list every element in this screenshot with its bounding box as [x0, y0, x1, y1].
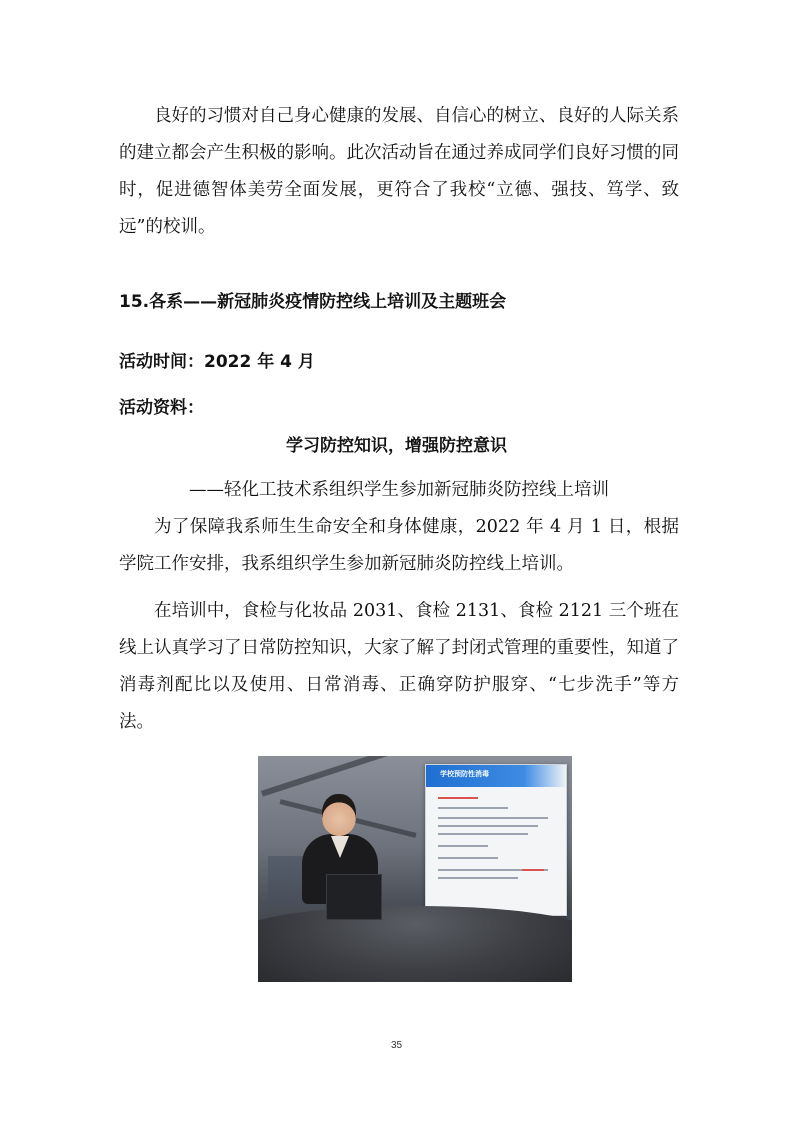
slide-text-line: [522, 869, 544, 871]
slide-text-line: [438, 797, 478, 799]
studio-desk: [258, 906, 572, 982]
slide-text-line: [438, 857, 498, 859]
activity-material-label: 活动资料：: [119, 398, 204, 418]
article-paragraph-1: 为了保障我系师生生命安全和身体健康，2022 年 4 月 1 日，根据学院工作安排，我系组织学生参加新冠肺炎防控线上培训。: [119, 517, 679, 574]
slide-text-line: [438, 877, 518, 879]
article-title: 学习防控知识，增强防控意识: [286, 436, 507, 456]
laptop: [326, 874, 382, 920]
presentation-slide: [425, 764, 567, 916]
slide-text-line: [438, 833, 528, 835]
presenter-head: [322, 794, 356, 836]
page-number: 35: [390, 1040, 403, 1051]
slide-text-line: [438, 817, 548, 819]
article-subtitle: ——轻化工技术系组织学生参加新冠肺炎防控线上培训: [189, 480, 609, 500]
article-paragraph-2: 在培训中，食检与化妆品 2031、食检 2131、食检 2121 三个班在线上认真学习了日常防控知识，大家了解了封闭式管理的重要性，知道了消毒剂配比以及使用、日常消毒、正确穿防护服穿、“七步洗手”等方法。: [119, 601, 679, 732]
slide-text-line: [438, 845, 488, 847]
studio-beam: [261, 756, 415, 797]
intro-paragraph: 良好的习惯对自己身心健康的发展、自信心的树立、良好的人际关系的建立都会产生积极的影响。此次活动旨在通过养成同学们良好习惯的同时，促进德智体美劳全面发展，更符合了我校“立德、强技、笃学、致远”的校训。: [119, 106, 679, 237]
slide-text-line: [438, 807, 508, 809]
activity-time: 活动时间：2022 年 4 月: [119, 352, 315, 372]
slide-title: 学校预防性消毒: [440, 770, 489, 778]
section-heading: 15.各系——新冠肺炎疫情防控线上培训及主题班会: [119, 292, 507, 312]
training-photo: [258, 756, 572, 982]
slide-header: [426, 765, 566, 787]
slide-text-line: [438, 825, 538, 827]
